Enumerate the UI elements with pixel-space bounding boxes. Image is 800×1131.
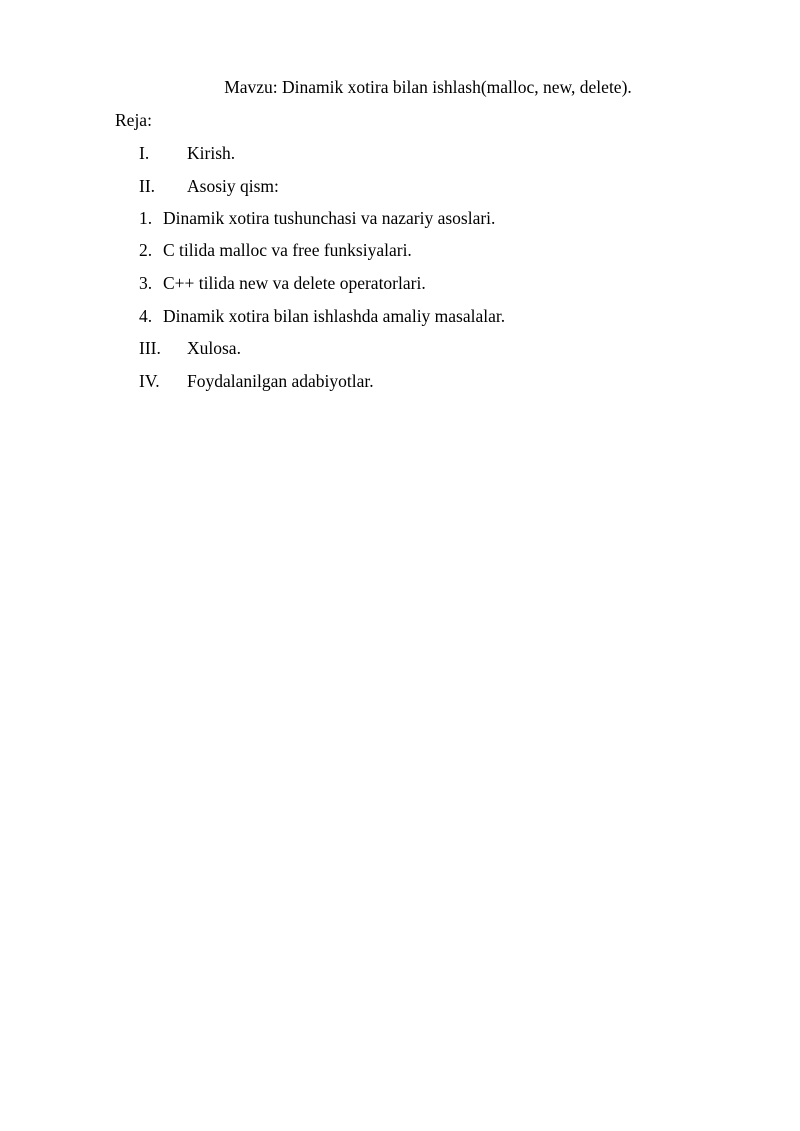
- outline-text: Kirish.: [187, 143, 236, 163]
- outline-text: Dinamik xotira bilan ishlashda amaliy masalalar.: [163, 306, 506, 326]
- outline-marker: 4.: [139, 306, 153, 326]
- outline-marker: 1.: [139, 208, 153, 228]
- outline-text: C++ tilida new va delete operatorlari.: [163, 273, 426, 293]
- outline-marker: IV.: [139, 371, 160, 391]
- outline-marker: I.: [139, 143, 150, 163]
- outline-marker: 2.: [139, 240, 153, 260]
- outline-text: C tilida malloc va free funksiyalari.: [163, 240, 412, 260]
- outline-text: Xulosa.: [187, 338, 241, 358]
- outline-marker: II.: [139, 176, 156, 196]
- outline-text: Dinamik xotira tushunchasi va nazariy asoslari.: [163, 208, 496, 228]
- outline-text: Foydalanilgan adabiyotlar.: [187, 371, 374, 391]
- outline-marker: III.: [139, 338, 161, 358]
- outline-text: Asosiy qism:: [187, 176, 279, 196]
- page-title: Mavzu: Dinamik xotira bilan ishlash(malloc, new, delete).: [224, 77, 632, 97]
- plan-label: Reja:: [115, 110, 152, 130]
- outline-marker: 3.: [139, 273, 153, 293]
